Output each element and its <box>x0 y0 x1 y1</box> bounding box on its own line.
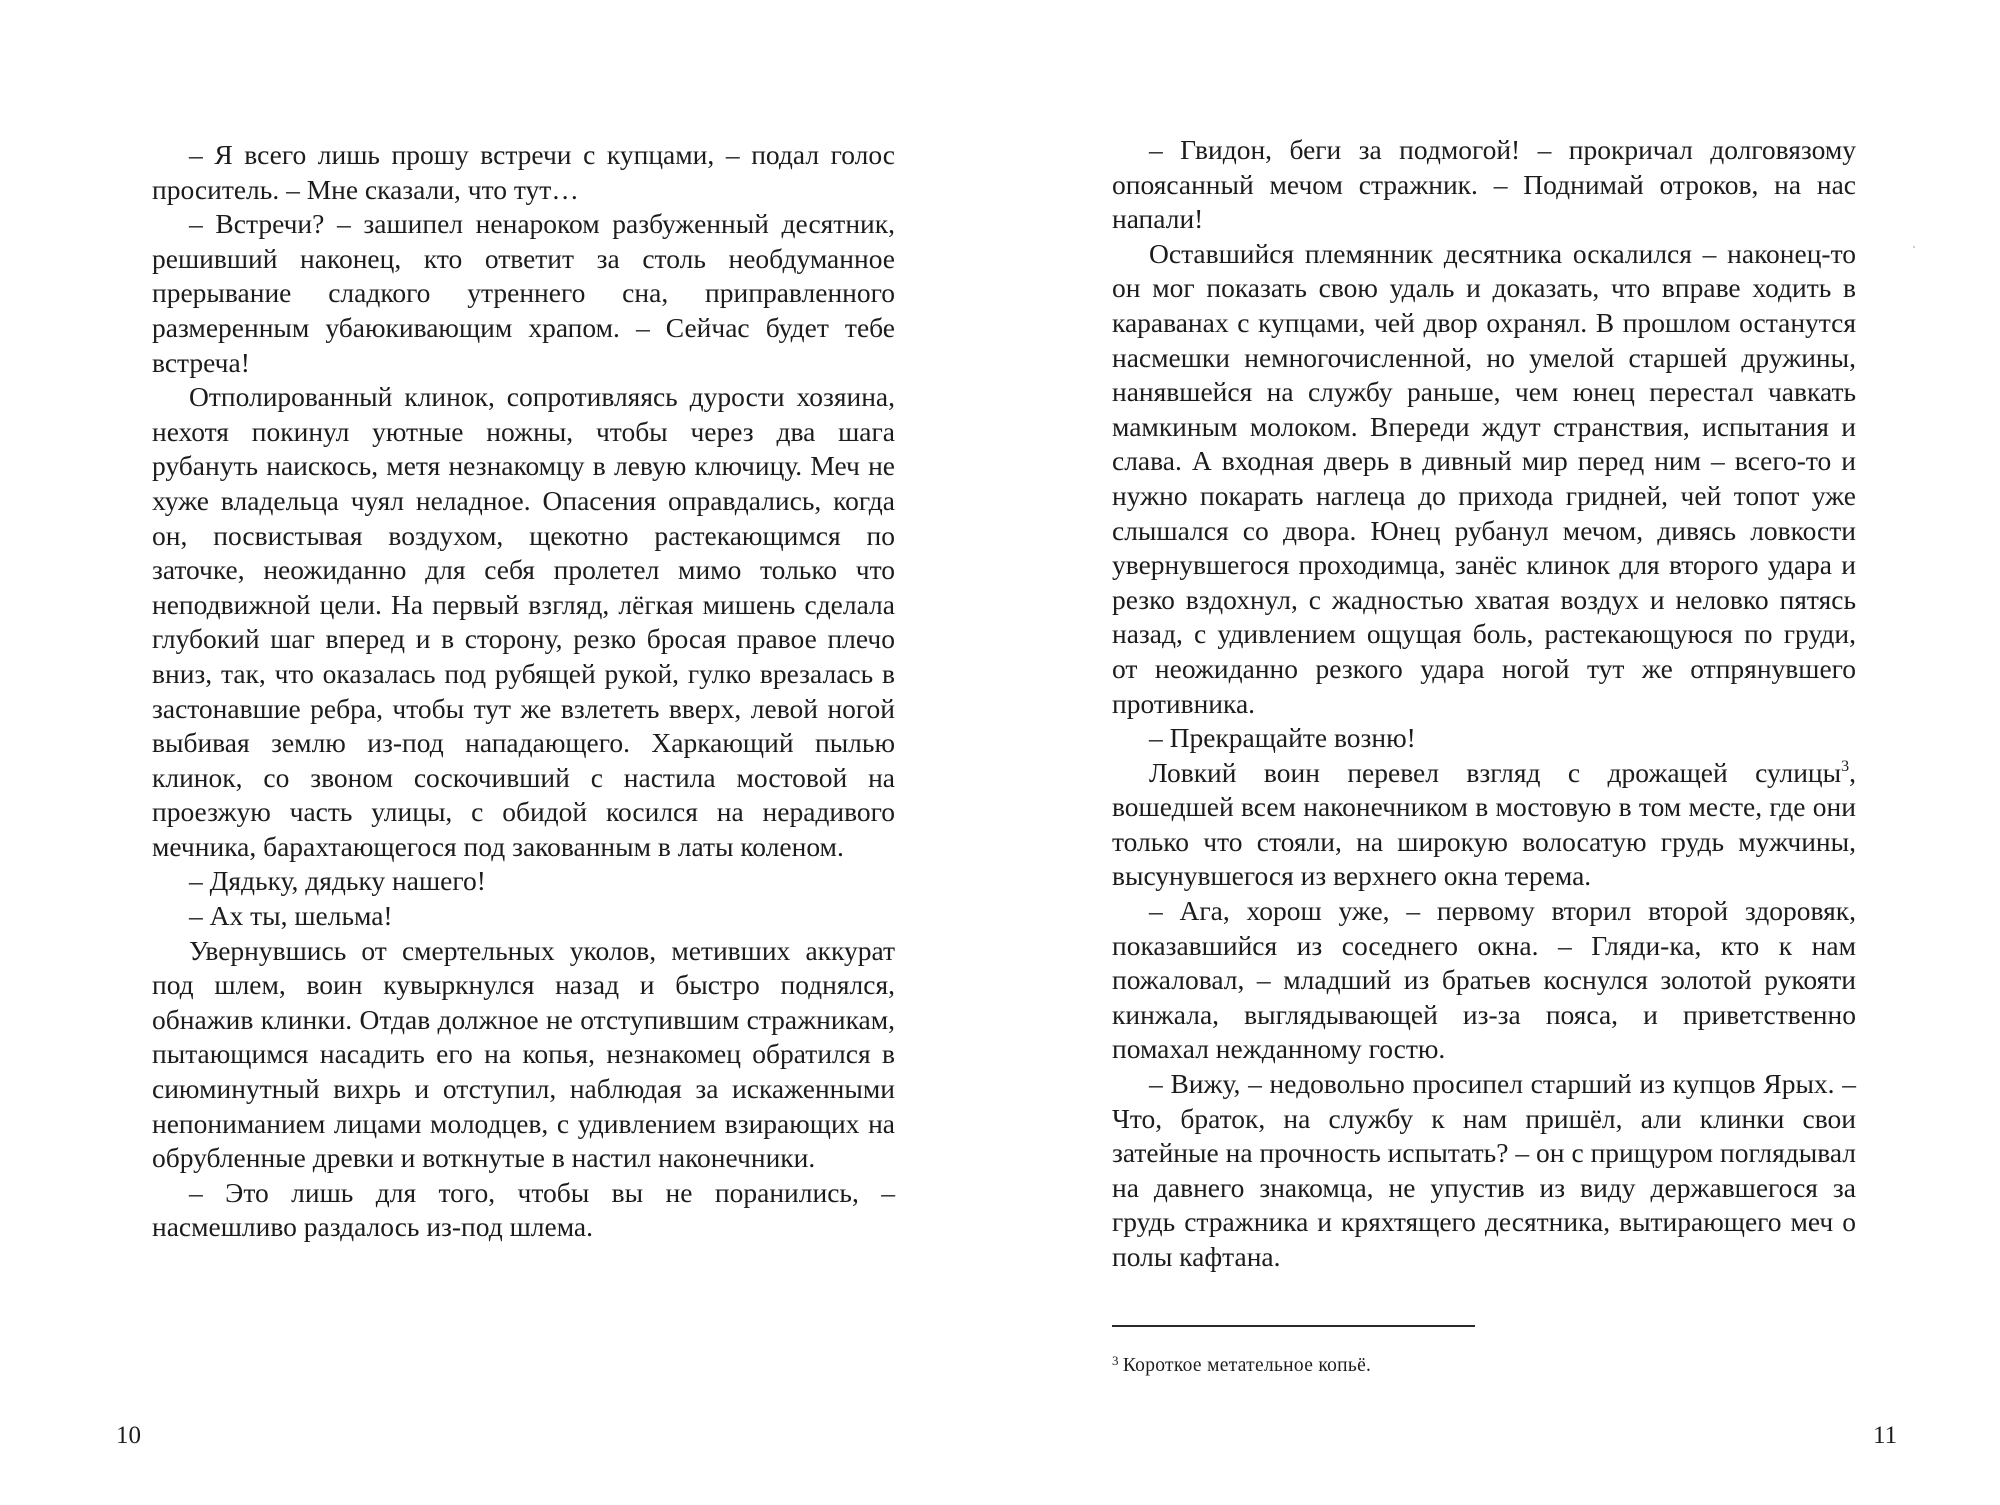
paragraph: – Встречи? – зашипел ненароком разбуженный десятник, решивший наконец, кто ответит за столь необдуманное прерывание сладкого утреннего сна, приправленного размеренным убаюкивающим храпом. – Сейчас будет тебе встреча! <box>152 208 895 378</box>
paragraph-comma: , <box>1849 756 1856 788</box>
paragraph: – Гвидон, беги за подмогой! – прокричал долговязому опоясанный мечом стражник. – Поднимай отроков, на нас напали! <box>1112 134 1856 235</box>
footnote-text: Короткое метательное копьё. <box>1122 1355 1372 1376</box>
paragraph: – Ах ты, шельма! <box>189 900 393 932</box>
footnote-divider <box>1112 1325 1475 1327</box>
page-number: 10 <box>116 1422 141 1449</box>
paragraph: Отполированный клинок, сопротивляясь дурости хозяина, нехотя покинул уютные ножны, чтобы через два шага рубануть наискось, метя незнакомцу в левую ключицу. Меч не хуже владельца чуял неладное. Опасения оправдались, когда он, посвистывая воздухом, щекотно растекающимся по заточке, неожиданно для себя пролетел мимо только что неподвижной цели. На первый взгляд, лёгкая мишень сделала глубокий шаг вперед и в сторону, резко бросая правое плечо вниз, так, что оказалась под рубящей рукой, гулко врезалась в застонавшие ребра, чтобы тут же взлететь вверх, левой ногой выбивая землю из-под нападающего. Харкающий пылью клинок, со звоном соскочивший с настила мостовой на проезжую часть улицы, с обидой косился на нерадивого мечника, барахтающегося под закованным в латы коленом. <box>152 381 895 862</box>
paragraph: Увернувшись от смертельных уколов, метивших аккурат под шлем, воин кувыркнулся назад и быстро поднялся, обнажив клинки. Отдав должное не отступившим стражникам, пытающимся насадить его на копья, незнакомец обратился в сиюминутный вихрь и отступил, наблюдая за искаженными непониманием лицами молодцев, с удивлением взирающих на обрубленные древки и воткнутые в настил наконечники. <box>152 934 895 1174</box>
right-page <box>1000 0 2000 1505</box>
paragraph: – Прекращайте возню! <box>1149 722 1416 754</box>
left-page-text <box>152 138 895 1245</box>
footnote-marker: 3 <box>1112 1353 1119 1368</box>
paragraph-continuation: вошедшей всем наконечником в мостовую в том месте, где они только что стояли, на широкую волосатую грудь мужчины, высунувшегося из верхнего окна терема. <box>1112 791 1856 892</box>
paragraph-with-footnote <box>1112 756 1856 894</box>
paragraph: – Я всего лишь прошу встречи с купцами, – подал голос проситель. – Мне сказали, что тут… <box>152 139 895 205</box>
paragraph: Оставшийся племянник десятника оскалился – наконец-то он мог показать свою удаль и доказать, что вправе ходить в караванах с купцами, чей двор охранял. В прошлом останутся насмешки немногочисленной, но умелой старшей дружины, нанявшейся на службу раньше, чем юнец перестал чавкать мамкиным молоком. Впереди ждут странствия, испытания и слава. А входная дверь в дивный мир перед ним – всего-то и нужно покарать наглеца до прихода гридней, чей топот уже слышался со двора. Юнец рубанул мечом, дивясь ловкости увернувшегося проходимца, занёс клинок для второго удара и резко вздохнул, с жадностью хватая воздух и неловко пятясь назад, с удивлением ощущая боль, растекающуюся по груди, от неожиданно резкого удара ногой тут же отпрянувшего противника. <box>1112 237 1856 719</box>
paragraph: – Ага, хорош уже, – первому вторил второй здоровяк, показавшийся из соседнего окна. – Гляди-ка, кто к нам пожаловал, – младший из братьев коснулся золотой рукояти кинжала, выглядывающей из-за пояса, и приветственно помахал нежданному гостю. <box>1112 895 1856 1065</box>
page-number: 11 <box>1873 1422 1898 1449</box>
footnote-reference: 3 <box>1841 757 1850 775</box>
scan-speck <box>1913 246 1915 248</box>
paragraph-start: Ловкий воин перевел взгляд с дрожащей сулицы <box>1149 756 1842 788</box>
paragraph: – Вижу, – недовольно просипел старший из купцов Ярых. – Что, браток, на службу к нам пришёл, али клинки свои затейные на прочность испытать? – он с прищуром поглядывал на давнего знакомца, не упустив из виду державшегося за грудь стражника и кряхтящего десятника, вытирающего меч о полы кафтана. <box>1112 1068 1856 1272</box>
paragraph: – Дядьку, дядьку нашего! <box>189 865 486 897</box>
paragraph: – Это лишь для того, чтобы вы не поранились, – насмешливо раздалось из-под шлема. <box>152 1176 895 1243</box>
footnote <box>1112 1349 1371 1378</box>
right-page-text <box>1112 133 1856 1275</box>
